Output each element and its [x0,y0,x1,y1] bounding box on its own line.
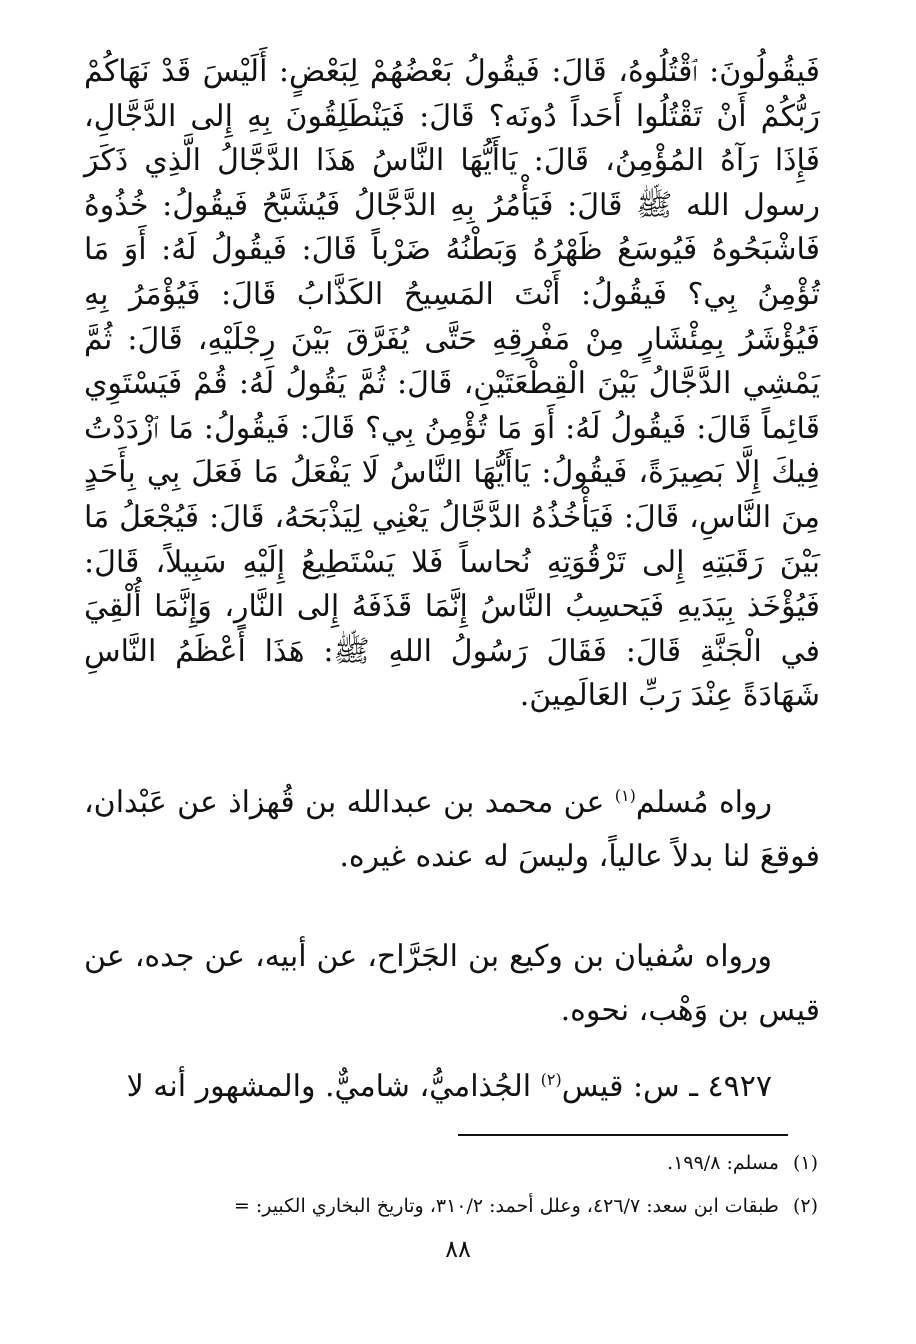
biography-entry [84,1060,820,1114]
footnote-reference: (١) [614,786,636,805]
footnote-text: طبقات ابن سعد: ٤٢٦/٧، وعلل أحمد: ٣١٠/٢، وتاريخ البخاري الكبير: = [233,1195,779,1217]
entry-text: الجُذاميُّ، شاميٌّ. والمشهور أنه لا [126,1069,541,1104]
hadith-paragraph: فَيقُولُونَ: ٱقْتُلُوهُ، قَالَ: فَيقُولُ بَعْضُهُمْ لِبَعْضٍ: أَلَيْسَ قَدْ نَهَاكُمْ رَبُّكُمْ أَنْ تَقْتُلُوا أَحَداً دُونَه؟ قَالَ: فَيَنْطَلِقُونَ بِهِ إِلى الدَّجَّالِ، فَإِذَا رَآهُ المُؤْمِنُ، قَالَ: يَاأَيُّهَا النَّاسُ هَذَا الدَّجَّالُ الَّذِي ذَكَرَ رسول الله ﷺ قَالَ: فَيَأْمُرُ بِهِ الدَّجَّالُ فَيُشَبَّحُ فَيقُولُ: خُذُوهُ فَاشْبَحُوهُ فَيُوسَعُ ظَهْرُهُ وَبَطْنُهُ ضَرْباً قَالَ: فَيقُولُ لَهُ: أَوَ مَا تُؤْمِنُ بِي؟ فَيقُولُ: أَنْتَ المَسِيحُ الكَذَّابُ قَالَ: فَيُؤْمَرُ بِهِ فَيُؤْشَرُ بِمِئْشَارٍ مِنْ مَفْرِقِهِ حَتَّى يُفَرَّقَ بَيْنَ رِجْلَيْهِ، قَالَ: ثُمَّ يَمْشِي الدَّجَّالُ بَيْنَ الْقِطْعَتَيْنِ، قَالَ: ثُمَّ يَقُولُ لَهُ: قُمْ فَيَسْتَوِي قَائِماً قَالَ: فَيقُولُ لَهُ: أَوَ مَا تُؤْمِنُ بِي؟ قَالَ: فَيقُولُ: مَا ٱزْدَدْتُ فِيكَ إِلَّا بَصِيرَةً، فَيقُولُ: يَاأَيُّهَا النَّاسُ لَا يَفْعَلُ مَا فَعَلَ بِي بِأَحَدٍ مِنَ النَّاسِ، قَالَ: فَيَأْخُذُهُ الدَّجَّالُ يَعْنِي لِيَذْبَحَهُ، قَالَ: فَيُجْعَلُ مَا بَيْنَ رَقَبَتِهِ إِلى تَرْقُوَتِهِ نُحاساً فَلا يَسْتَطِيعُ إِلَيْهِ سَبِيلاً، قَالَ: فَيُؤْخَذ بِيَدَيهِ فَيَحسِبُ النَّاسُ إِنَّمَا قَذَفَهُ إِلى النَّارِ، وَإِنَّمَا أُلْقِيَ في الْجَنَّةِ قَالَ: فَقَالَ رَسُولُ اللهِ ﷺ: هَذَا أَعْظَمُ النَّاسِ شَهَادَةً عِنْدَ رَبِّ العَالَمِينَ. [84,54,820,714]
footnote-number: (١) [792,1152,818,1174]
page-number: ٨٨ [445,1235,471,1263]
narration-paragraph [84,776,820,884]
second-narration-text: ورواه سُفيان بن وكيع بن الجَرَّاح، عن أبيه، عن جده، عن قيس بن وَهْب، نحوه. [84,939,820,1028]
footnote-text: مسلم: ١٩٩/٨. [667,1152,779,1174]
footnote [58,1148,818,1178]
footnote-number: (٢) [792,1195,818,1217]
footnote-separator [458,1134,788,1136]
footnote [58,1191,818,1221]
narration-text-rest: عن محمد بن عبدالله بن قُهزاذ عن عَبْدان، فوقعَ لنا بدلاً عالياً، وليسَ له عنده غيره. [84,785,820,874]
entry-heading: ٤٩٢٧ ـ س: قيس [561,1069,772,1104]
footnote-reference: (٢) [540,1070,562,1089]
narration-text-start: رواه مُسلم [635,785,772,820]
second-narration-paragraph [84,930,820,1038]
